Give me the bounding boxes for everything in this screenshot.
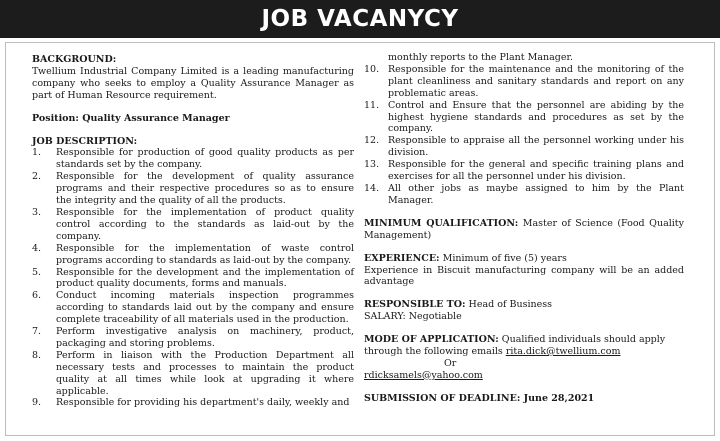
email-link-rdicksamels[interactable]: rdicksamels@yahoo.com: [364, 369, 483, 381]
list-item: 10. Responsible for the maintenance and the monitoring of the plant cleanliness and sanitary standards and report on any problematic areas.: [364, 63, 684, 99]
list-item: 11. Control and Ensure that the personnel are abiding by the highest hygiene standards and procedures as set by the company.: [364, 99, 684, 135]
list-item: 14. All other jobs as maybe assigned to him by the Plant Manager.: [364, 182, 684, 206]
qualification: MINIMUM QUALIFICATION: Master of Science (Food Quality Management): [364, 217, 684, 241]
item9-continued: monthly reports to the Plant Manager.: [388, 52, 574, 63]
background-heading: BACKGROUND:: [32, 54, 117, 65]
mode-of-application: MODE OF APPLICATION: Qualified individuals should apply through the following emails rita.dick@twellium.com: [364, 334, 666, 358]
list-item: 1. Responsible for production of good quality products as per standards set by the company.: [32, 147, 354, 171]
list-item: 7. Perform investigative analysis on machinery, product, packaging and storing problems.: [32, 326, 354, 349]
email-link-rita[interactable]: rita.dick@twellium.com: [505, 346, 621, 358]
list-item: 9. Responsible for providing his department's daily, weekly and: [32, 397, 350, 409]
list-item: 12. Responsible to appraise all the personnel working under his division.: [364, 135, 684, 159]
list-item: 13. Responsible for the general and specific training plans and exercises for all the personnel under his division.: [364, 159, 684, 183]
list-item: 3. Responsible for the implementation of product quality control according to the standards as laid-out by the company.: [32, 206, 354, 242]
experience-note: Experience in Biscuit manufacturing company will be an added advantage: [364, 264, 684, 288]
or-text: Or: [444, 357, 457, 369]
list-item: 2. Responsible for the development of quality assurance programs and their respective procedures so as to ensure the integrity and the quality of all the products.: [32, 171, 354, 207]
page-title: JOB VACANYCY: [261, 6, 459, 32]
submission-deadline: SUBMISSION OF DEADLINE: June 28,2021: [364, 392, 595, 404]
left-column: [32, 54, 354, 409]
job-description-heading: JOB DESCRIPTION:: [32, 135, 138, 147]
right-column: [364, 52, 684, 405]
salary: SALARY: Negotiable: [364, 311, 462, 323]
title-banner: [0, 0, 720, 38]
experience: EXPERIENCE: Minimum of five (5) years: [364, 252, 567, 264]
list-item: 5. Responsible for the development and the implementation of product quality documents, forms and manuals.: [32, 266, 354, 290]
background-text: Twellium Industrial Company Limited is a leading manufacturing company who seeks to employ a Quality Assurance Manager as part of Human Resource requirement.: [32, 65, 354, 101]
list-item: 4. Responsible for the implementation of waste control programs according to standards as laid-out by the company.: [32, 242, 354, 266]
list-item: 8. Perform in liaison with the Production Department all necessary tests and processes to maintain the product quality at all times while look at upgrading it where applicable.: [32, 349, 354, 397]
responsible-to: RESPONSIBLE TO: Head of Business: [364, 299, 552, 311]
position-title: Position: Quality Assurance Manager: [32, 112, 230, 124]
job-description-list: [32, 147, 354, 409]
list-item: 6. Conduct incoming materials inspection programmes according to standards laid out by the company and ensure complete traceability of all materials used in the production.: [32, 290, 354, 326]
job-description-list-continued: [364, 64, 684, 207]
